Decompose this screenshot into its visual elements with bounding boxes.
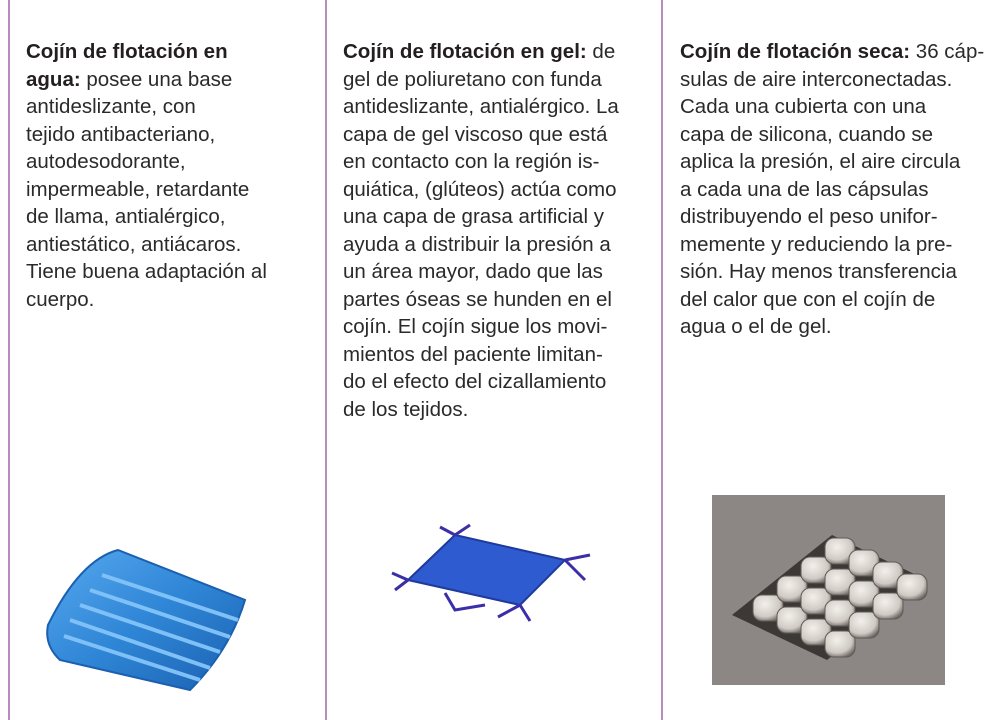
gel-cushion-description — [343, 38, 619, 423]
text-line: antiestático, antiácaros. — [26, 232, 242, 256]
text-line: en contacto con la región is- — [343, 150, 600, 173]
text-line: quiática, (glúteos) actúa como — [343, 177, 617, 201]
text-line: autodesodorante, — [26, 150, 186, 173]
air-cell — [825, 631, 855, 657]
text-line: partes óseas se hunden en el — [343, 287, 612, 311]
dry-cushion-description — [680, 38, 984, 341]
column-divider-left — [8, 0, 10, 720]
dry-cushion-cells — [712, 495, 945, 685]
text-line: de llama, antialérgico, — [26, 205, 226, 228]
text-line: aplica la presión, el aire circula — [680, 150, 961, 173]
text-line: mientos del paciente limitan- — [343, 342, 603, 366]
text-line: cuerpo. — [26, 287, 95, 311]
text-line: antideslizante, antialérgico. La — [343, 95, 619, 118]
bold-term: Cojín de flotación en gel: — [343, 40, 587, 63]
bold-term: Cojín de flotación en — [26, 40, 228, 63]
text-line: antideslizante, con — [26, 95, 196, 118]
column-divider-middle-2 — [661, 0, 663, 720]
bold-term: Cojín de flotación seca: — [680, 40, 911, 63]
text-line: a cada una de las cápsulas — [680, 177, 929, 201]
column-dry-cushion — [680, 38, 984, 341]
text-line: ayuda a distribuir la presión a — [343, 232, 611, 256]
text-line: Cada una cubierta con una — [680, 95, 927, 118]
text-line: sión. Hay menos transferencia — [680, 260, 957, 283]
text-line: memente y reduciendo la pre- — [680, 232, 953, 256]
text-line: Tiene buena adaptación al — [26, 260, 267, 283]
text-line: una capa de grasa artificial y — [343, 205, 604, 228]
text-line: sulas de aire interconectadas. — [680, 67, 953, 91]
column-divider-middle-1 — [325, 0, 327, 720]
water-cushion-image — [40, 540, 255, 700]
text-line: cojín. El cojín sigue los movi- — [343, 315, 608, 338]
text-line — [343, 38, 619, 66]
column-gel-cushion — [343, 38, 619, 423]
dry-cushion-image — [712, 495, 945, 685]
text-line — [680, 38, 984, 66]
text-line: capa de gel viscoso que está — [343, 122, 608, 146]
column-water-cushion — [26, 38, 267, 313]
text-line: tejido antibacteriano, — [26, 122, 216, 146]
bold-term: agua: — [26, 67, 81, 91]
water-cushion-description — [26, 38, 267, 313]
air-cell — [897, 574, 927, 600]
text-line — [26, 66, 267, 94]
air-cell — [849, 612, 879, 638]
text-line: impermeable, retardante — [26, 177, 250, 201]
text-line: capa de silicona, cuando se — [680, 122, 934, 146]
text-line: gel de poliuretano con funda — [343, 67, 602, 91]
text-line: del calor que con el cojín de — [680, 287, 936, 311]
line-text: posee una base — [80, 67, 233, 91]
text-line: de los tejidos. — [343, 397, 469, 421]
line-text: de — [586, 40, 616, 63]
text-line — [26, 38, 267, 66]
line-text: 36 cáp- — [910, 40, 984, 63]
air-cell — [873, 593, 903, 619]
text-line: do el efecto del cizallamiento — [343, 370, 607, 393]
gel-cushion-image — [390, 525, 595, 625]
text-line: distribuyendo el peso unifor- — [680, 205, 938, 228]
text-line: un área mayor, dado que las — [343, 260, 603, 283]
text-line: agua o el de gel. — [680, 315, 832, 338]
